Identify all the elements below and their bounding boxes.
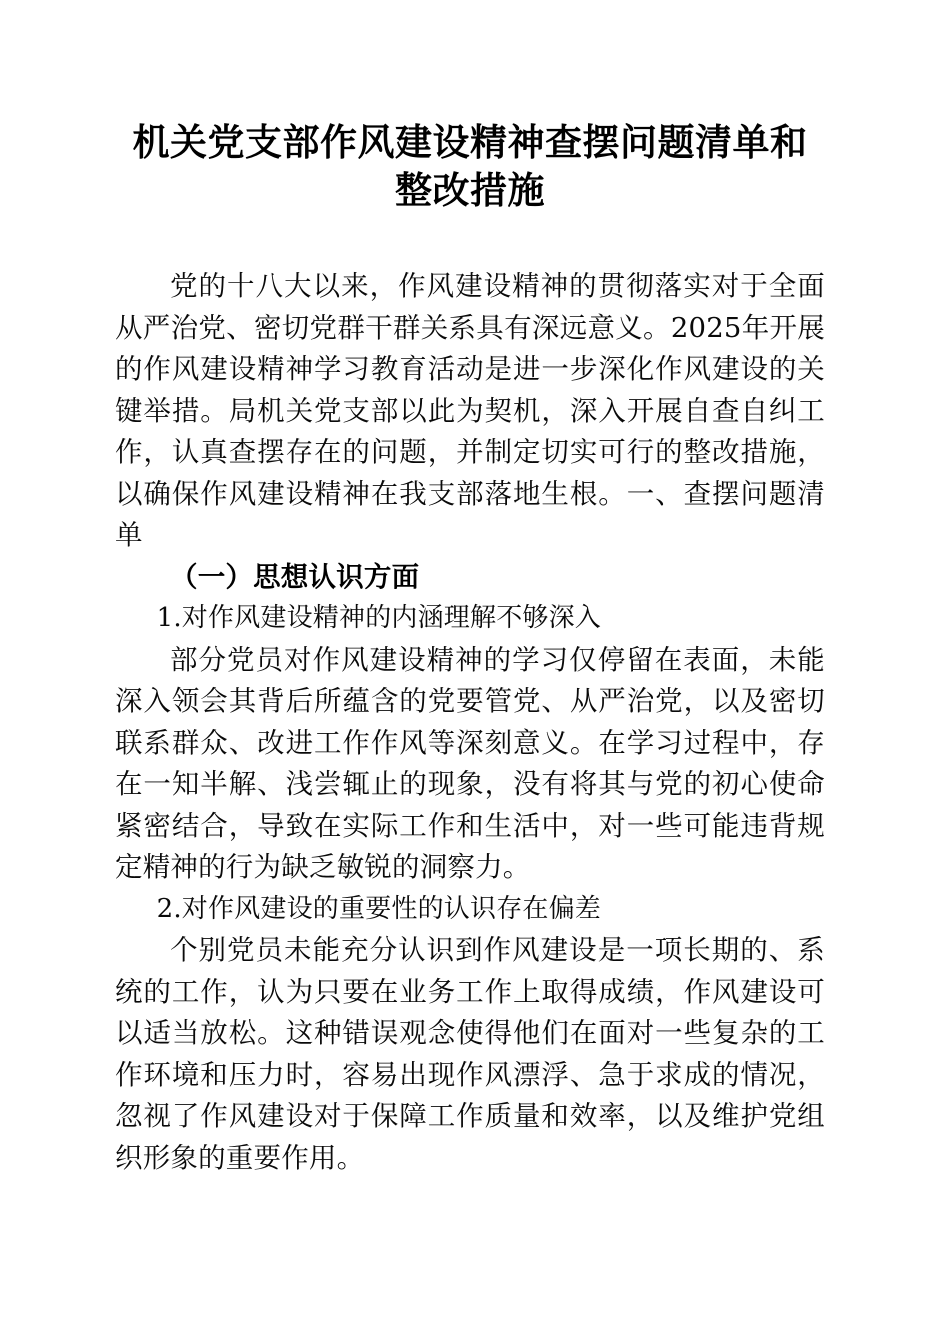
paragraph-item-2-body: 个别党员未能充分认识到作风建设是一项长期的、系统的工作，认为只要在业务工作上取得成绩，作风建设可以适当放松。这种错误观念使得他们在面对一些复杂的工作环境和压力时，容易出现作风漂浮、急于求成的情况，忽视了作风建设对于保障工作质量和效率，以及维护党组织形象的重要作用。 [115, 934, 825, 1174]
subheading-item-2: 2.对作风建设的重要性的认识存在偏差 [156, 893, 602, 924]
paragraph-intro: 党的十八大以来，作风建设精神的贯彻落实对于全面从严治党、密切党群干群关系具有深远意义。2025年开展的作风建设精神学习教育活动是进一步深化作风建设的关键举措。局机关党支部以此为契机，深入开展自查自纠工作，认真查摆存在的问题，并制定切实可行的整改措施，以确保作风建设精神在我支部落地生根。一、查摆问题清单 [115, 270, 825, 551]
paragraph-item-1-body: 部分党员对作风建设精神的学习仅停留在表面，未能深入领会其背后所蕴含的党要管党、从严治党，以及密切联系群众、改进工作作风等深刻意义。在学习过程中，存在一知半解、浅尝辄止的现象，没有将其与党的初心使命紧密结合，导致在实际工作和生活中，对一些可能违背规定精神的行为缺乏敏锐的洞察力。 [115, 643, 825, 883]
page-title: 机关党支部作风建设精神查摆问题清单和整改措施 [132, 120, 808, 212]
section-heading-thought-awareness: （一）思想认识方面 [170, 560, 420, 593]
document-body [115, 266, 825, 1179]
subheading-item-1: 1.对作风建设精神的内涵理解不够深入 [156, 603, 602, 633]
